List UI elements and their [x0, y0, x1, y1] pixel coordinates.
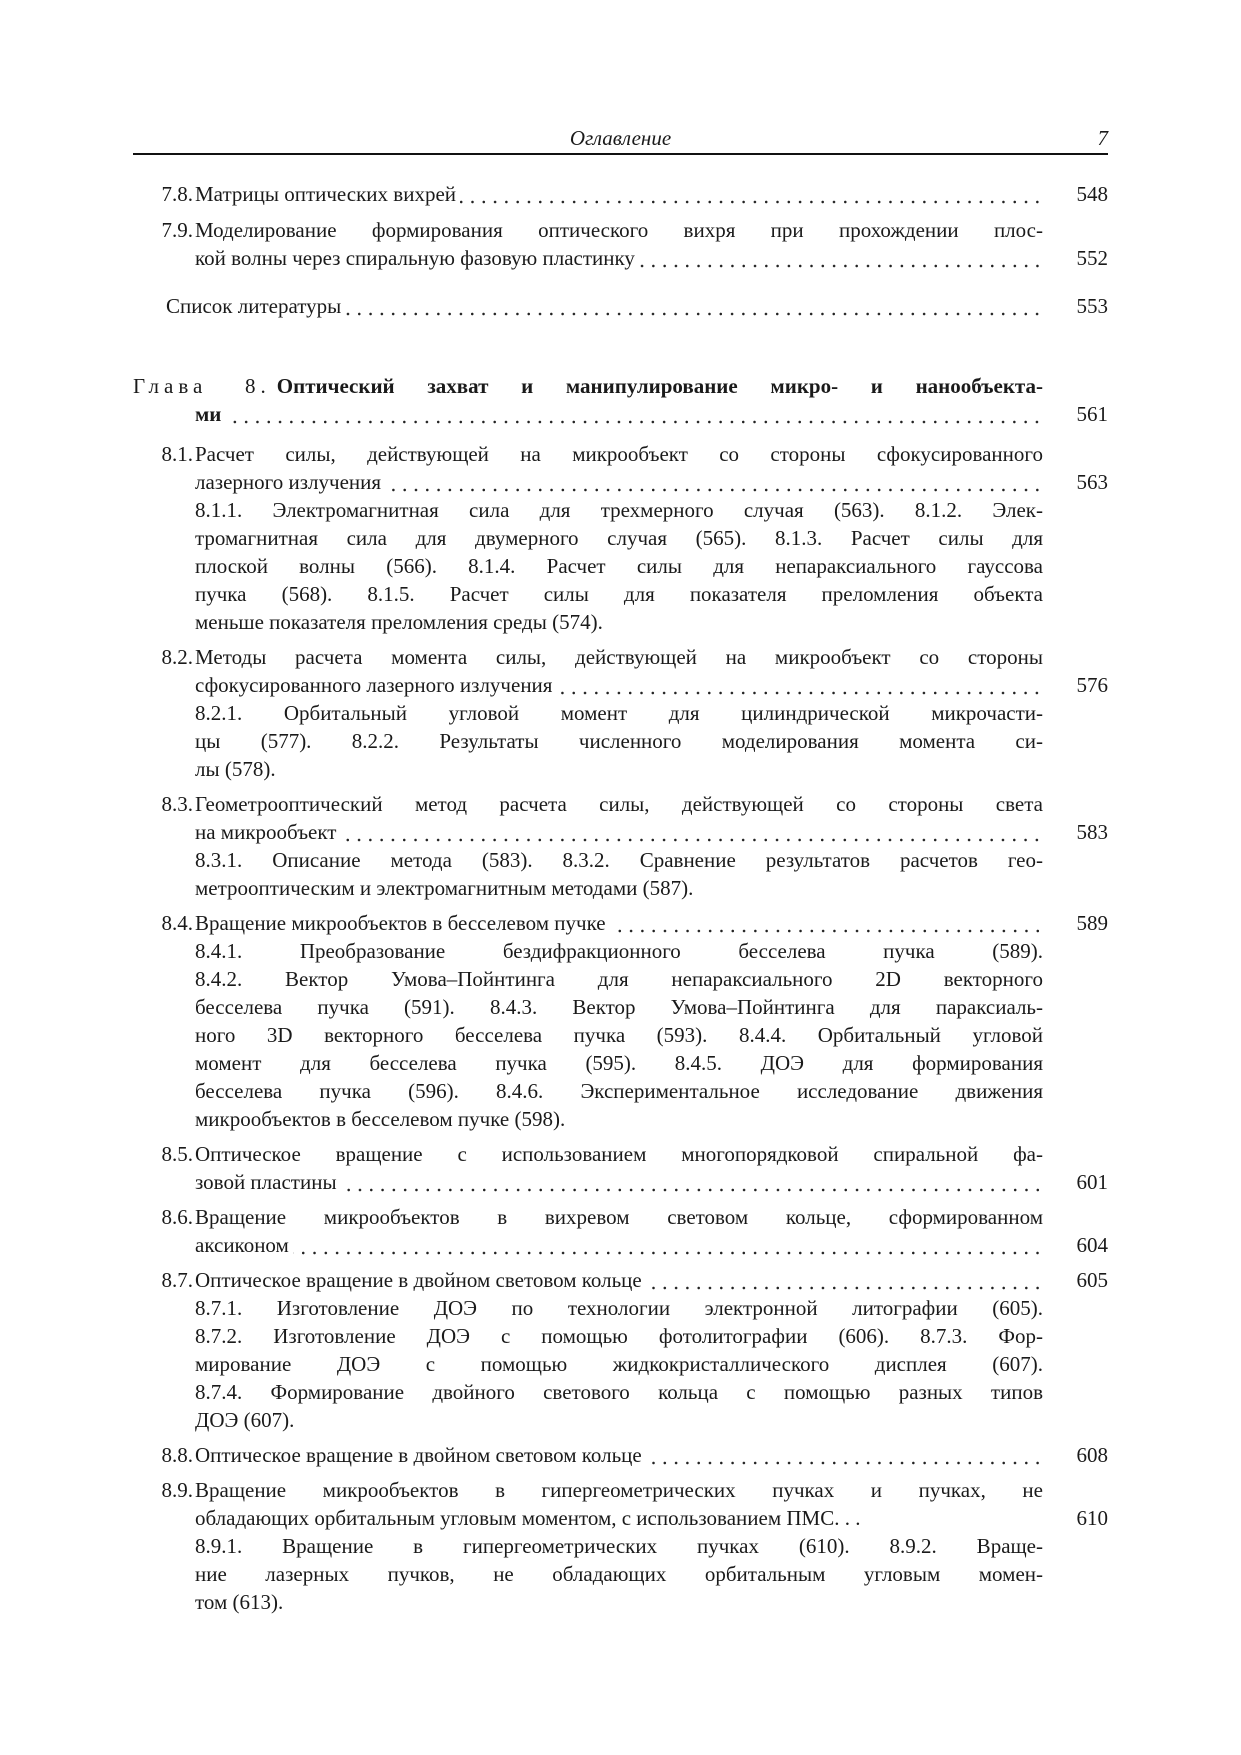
entry-title-text — [166, 292, 1043, 320]
subsection-text: пучка (568). 8.1.5. Расчет силы для показателя преломления объекта — [195, 582, 1043, 606]
running-header-title: Оглавление — [569, 126, 672, 150]
dot-leader — [385, 468, 1043, 496]
entry-number: 8.2. — [161, 645, 193, 669]
entry-number: 8.7. — [161, 1268, 193, 1292]
entry-title-text — [195, 1504, 1043, 1532]
toc-entry — [133, 1441, 1108, 1469]
entry-title: Вращение микрообъектов в бесселевом пучке — [195, 911, 606, 935]
entry-title: Моделирование формирования оптического вихря при прохождении плос- — [195, 218, 1043, 242]
entry-title-line — [133, 440, 1108, 468]
entry-title: Вращение микрообъектов в вихревом световом кольце, сформированном — [195, 1205, 1043, 1229]
table-of-contents — [133, 180, 1108, 1616]
entry-number: 7.9. — [161, 218, 193, 242]
subsection-line — [133, 699, 1108, 727]
subsection-text: 8.4.2. Вектор Умова–Пойнтинга для непараксиального 2D векторного — [195, 967, 1043, 991]
entry-number: 8.4. — [161, 911, 193, 935]
dot-leader — [345, 292, 1043, 320]
toc-entry — [133, 180, 1108, 208]
entry-title-line — [133, 292, 1108, 320]
subsection-text: 8.4.1. Преобразование бездифракционного бесселева пучка (589). — [195, 939, 1043, 963]
chapter-label: Глава 8. — [133, 374, 271, 398]
entry-title-text — [195, 818, 1043, 846]
entry-title: Геометрооптический метод расчета силы, действующей со стороны света — [195, 792, 1043, 816]
subsection-line — [133, 1021, 1108, 1049]
subsection-text: 8.7.4. Формирование двойного светового кольца с помощью разных типов — [195, 1380, 1043, 1404]
entry-title-line — [133, 1266, 1108, 1294]
entry-number: 8.6. — [161, 1205, 193, 1229]
entry-title-text — [195, 216, 1043, 244]
entry-title-text — [195, 671, 1043, 699]
toc-entry — [133, 909, 1108, 1133]
subsection-text: ДОЭ (607). — [195, 1408, 295, 1432]
entry-title: Оптическое вращение с использованием многопорядковой спиральной фа- — [195, 1142, 1043, 1166]
subsection-line — [133, 1049, 1108, 1077]
toc-entry — [133, 1203, 1108, 1259]
subsection-line — [133, 755, 1108, 783]
entry-title-line — [133, 1168, 1108, 1196]
subsection-text: 8.7.1. Изготовление ДОЭ по технологии электронной литографии (605). — [195, 1296, 1043, 1320]
dot-leader — [460, 180, 1043, 208]
subsection-line — [133, 846, 1108, 874]
subsection-line — [133, 524, 1108, 552]
entry-title: Оптическое вращение в двойном световом кольце — [195, 1268, 642, 1292]
toc-entry — [133, 440, 1108, 636]
subsection-text: плоской волны (566). 8.1.4. Расчет силы для непараксиального гауссова — [195, 554, 1043, 578]
entry-title-line — [133, 1504, 1108, 1532]
entry-page-number: 601 — [1076, 1170, 1108, 1194]
entry-page-number: 608 — [1076, 1443, 1108, 1467]
toc-entry — [133, 1476, 1108, 1616]
entry-title-line — [133, 1476, 1108, 1504]
entry-page-number: 605 — [1076, 1268, 1108, 1292]
subsection-line — [133, 1077, 1108, 1105]
entry-title-text — [195, 440, 1043, 468]
entry-title: Оптический захват и манипулирование микро- и нанообъекта- — [276, 374, 1043, 398]
header-rule — [133, 153, 1108, 155]
subsection-line — [133, 580, 1108, 608]
entry-page-number: 583 — [1076, 820, 1108, 844]
entry-title-text — [195, 909, 1043, 937]
entry-title-line — [133, 216, 1108, 244]
subsection-line — [133, 965, 1108, 993]
subsection-line — [133, 1588, 1108, 1616]
entry-title-line — [133, 818, 1108, 846]
subsection-text: 8.2.1. Орбитальный угловой момент для цилиндрической микрочасти- — [195, 701, 1043, 725]
entry-title-text — [195, 400, 1043, 428]
entry-title-line — [133, 468, 1108, 496]
entry-page-number: 589 — [1076, 911, 1108, 935]
subsection-line — [133, 937, 1108, 965]
entry-title-text — [195, 790, 1043, 818]
entry-page-number: 576 — [1076, 673, 1108, 697]
entry-title-text — [195, 1476, 1043, 1504]
running-header — [133, 124, 1108, 152]
entry-number: 8.1. — [161, 442, 193, 466]
subsection-line — [133, 1294, 1108, 1322]
subsection-line — [133, 1406, 1108, 1434]
subsection-text: цы (577). 8.2.2. Результаты численного моделирования момента си- — [195, 729, 1043, 753]
subsection-line — [133, 1322, 1108, 1350]
entry-title-line — [133, 400, 1108, 428]
subsection-line — [133, 993, 1108, 1021]
subsection-text: том (613). — [195, 1590, 284, 1614]
entry-title-line — [133, 372, 1108, 400]
entry-title-text — [195, 1168, 1043, 1196]
entry-title-line — [133, 643, 1108, 671]
entry-title-text — [195, 468, 1043, 496]
entry-title: на микрообъект — [195, 820, 337, 844]
entry-title-text — [195, 1441, 1043, 1469]
entry-page-number: 553 — [1076, 294, 1108, 318]
entry-title: Оптическое вращение в двойном световом кольце — [195, 1443, 642, 1467]
subsection-text: меньше показателя преломления среды (574). — [195, 610, 603, 634]
dot-leader — [639, 244, 1043, 272]
entry-page-number: 604 — [1076, 1233, 1108, 1257]
dot-leader — [225, 400, 1043, 428]
subsection-text: бесселева пучка (596). 8.4.6. Экспериментальное исследование движения — [195, 1079, 1043, 1103]
entry-number: 7.8. — [161, 182, 193, 206]
entry-title-line — [133, 1231, 1108, 1259]
entry-title: лазерного излучения — [195, 470, 382, 494]
entry-page-number: 610 — [1076, 1506, 1108, 1530]
entry-title-line — [133, 1441, 1108, 1469]
toc-entry — [133, 790, 1108, 902]
dot-leader — [610, 909, 1043, 937]
entry-page-number: 552 — [1076, 246, 1108, 270]
entry-number: 8.3. — [161, 792, 193, 816]
entry-title-line — [133, 909, 1108, 937]
entry-number: 8.9. — [161, 1478, 193, 1502]
entry-title-text — [195, 1231, 1043, 1259]
toc-entry — [133, 216, 1108, 272]
entry-title-text — [195, 643, 1043, 671]
subsection-text: тромагнитная сила для двумерного случая (565). 8.1.3. Расчет силы для — [195, 526, 1043, 550]
subsection-text: 8.7.2. Изготовление ДОЭ с помощью фотолитографии (606). 8.7.3. Фор- — [195, 1324, 1043, 1348]
subsection-text: 8.3.1. Описание метода (583). 8.3.2. Сравнение результатов расчетов гео- — [195, 848, 1043, 872]
entry-title: сфокусированного лазерного излучения — [195, 673, 553, 697]
subsection-line — [133, 874, 1108, 902]
entry-page-number: 561 — [1076, 402, 1108, 426]
subsection-text: мирование ДОЭ с помощью жидкокристаллического дисплея (607). — [195, 1352, 1043, 1376]
entry-title: Расчет силы, действующей на микрообъект со стороны сфокусированного — [195, 442, 1043, 466]
entry-page-number: 563 — [1076, 470, 1108, 494]
entry-title-text — [195, 244, 1043, 272]
toc-entry — [133, 292, 1108, 320]
subsection-text: 8.9.1. Вращение в гипергеометрических пучках (610). 8.9.2. Враще- — [195, 1534, 1043, 1558]
subsection-line — [133, 727, 1108, 755]
entry-number: 8.8. — [161, 1443, 193, 1467]
entry-title: Матрицы оптических вихрей — [195, 182, 457, 206]
entry-title: обладающих орбитальным угловым моментом, с использованием ПМС. . . — [195, 1506, 861, 1530]
dot-leader — [340, 818, 1043, 846]
entry-number: 8.5. — [161, 1142, 193, 1166]
dot-leader — [293, 1231, 1043, 1259]
entry-title-line — [133, 1203, 1108, 1231]
subsection-text: ние лазерных пучков, не обладающих орбитальным угловым момен- — [195, 1562, 1043, 1586]
dot-leader — [341, 1168, 1043, 1196]
toc-entry — [133, 643, 1108, 783]
subsection-text: бесселева пучка (591). 8.4.3. Вектор Умова–Пойнтинга для параксиаль- — [195, 995, 1043, 1019]
page-number: 7 — [1097, 126, 1108, 150]
entry-title: зовой пластины — [195, 1170, 337, 1194]
subsection-text: момент для бесселева пучка (595). 8.4.5. ДОЭ для формирования — [195, 1051, 1043, 1075]
entry-title-text — [195, 1203, 1043, 1231]
subsection-line — [133, 1560, 1108, 1588]
entry-title-line — [133, 1140, 1108, 1168]
toc-entry — [133, 372, 1108, 428]
entry-title: ми — [195, 402, 222, 426]
entry-title-text — [195, 1140, 1043, 1168]
dot-leader — [646, 1441, 1043, 1469]
toc-entry — [133, 1140, 1108, 1196]
entry-page-number: 548 — [1076, 182, 1108, 206]
entry-title-line — [133, 244, 1108, 272]
dot-leader — [556, 671, 1043, 699]
entry-title-line — [133, 790, 1108, 818]
entry-title: Вращение микрообъектов в гипергеометрических пучках и пучках, не — [195, 1478, 1043, 1502]
subsection-line — [133, 496, 1108, 524]
subsection-text: микрообъектов в бесселевом пучке (598). — [195, 1107, 566, 1131]
entry-title-text — [195, 1266, 1043, 1294]
subsection-text: лы (578). — [195, 757, 276, 781]
subsection-text: 8.1.1. Электромагнитная сила для трехмерного случая (563). 8.1.2. Элек- — [195, 498, 1043, 522]
entry-title: аксиконом — [195, 1233, 289, 1257]
subsection-line — [133, 1350, 1108, 1378]
entry-title: Список литературы — [166, 294, 342, 318]
subsection-line — [133, 552, 1108, 580]
entry-title-text — [195, 180, 1043, 208]
toc-entry — [133, 1266, 1108, 1434]
subsection-text: ного 3D векторного бесселева пучка (593). 8.4.4. Орбитальный угловой — [195, 1023, 1043, 1047]
entry-title-text — [133, 372, 1043, 400]
entry-title-line — [133, 671, 1108, 699]
subsection-line — [133, 1378, 1108, 1406]
entry-title: кой волны через спиральную фазовую пластинку — [195, 246, 635, 270]
subsection-line — [133, 1105, 1108, 1133]
subsection-line — [133, 608, 1108, 636]
subsection-line — [133, 1532, 1108, 1560]
subsection-text: метрооптическим и электромагнитным методами (587). — [195, 876, 694, 900]
entry-title-line — [133, 180, 1108, 208]
entry-title: Методы расчета момента силы, действующей на микрообъект со стороны — [195, 645, 1043, 669]
dot-leader — [646, 1266, 1043, 1294]
